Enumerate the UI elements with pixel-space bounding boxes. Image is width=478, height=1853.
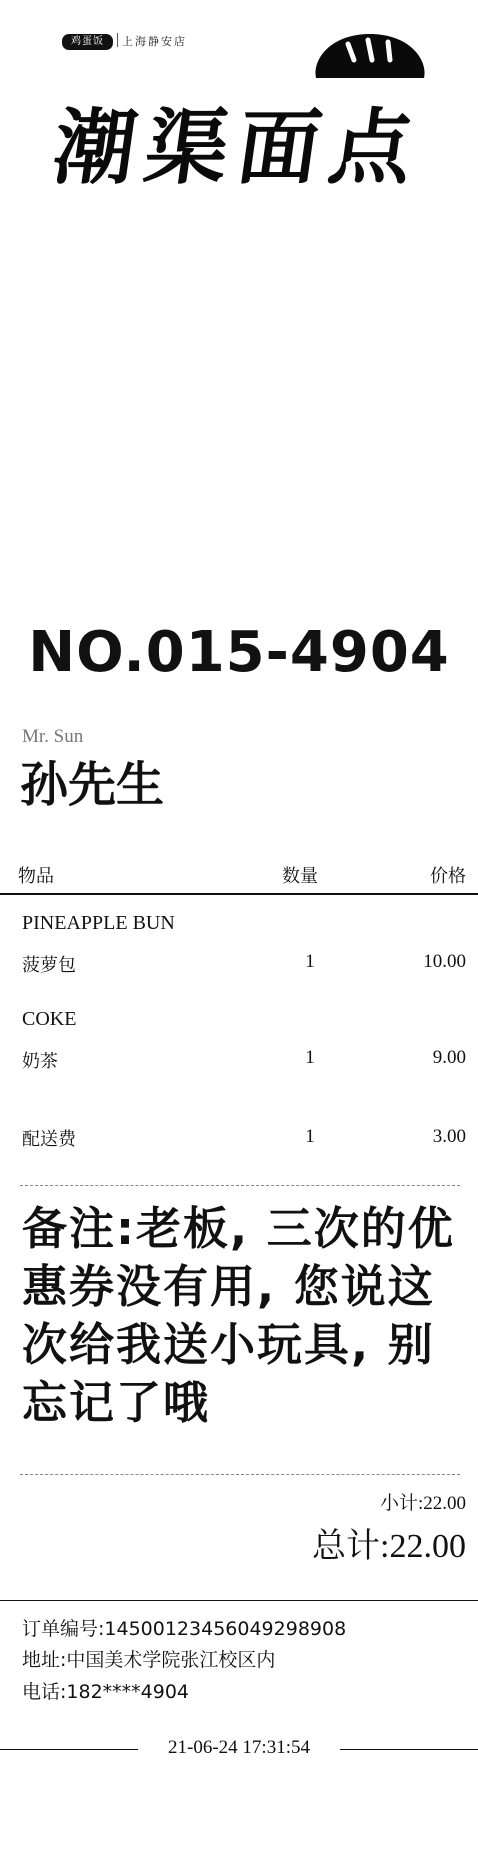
brand-title: 潮渠面点 bbox=[47, 100, 429, 196]
store-name: 上海静安店 bbox=[122, 35, 187, 48]
order-id: 订单编号:14500123456049298908 bbox=[22, 1618, 347, 1640]
col-qty-header: 数量 bbox=[282, 866, 318, 887]
dashed-divider bbox=[20, 1185, 460, 1186]
item-en-name: COKE bbox=[22, 1008, 77, 1030]
item-en-name: PINEAPPLE BUN bbox=[22, 912, 175, 934]
item-qty: 1 bbox=[305, 951, 315, 972]
col-item-header: 物品 bbox=[18, 866, 54, 887]
phone: 电话:182****4904 bbox=[22, 1681, 190, 1703]
dashed-divider bbox=[20, 1474, 460, 1475]
bread-logo-icon bbox=[310, 30, 430, 87]
item-qty: 1 bbox=[305, 1047, 315, 1068]
item-price: 9.00 bbox=[432, 1047, 466, 1068]
item-qty: 1 bbox=[305, 1126, 315, 1147]
item-price: 3.00 bbox=[432, 1126, 466, 1147]
customer-en-name: Mr. Sun bbox=[22, 726, 84, 747]
subtotal: 小计:22.00 bbox=[379, 1493, 466, 1514]
total: 总计:22.00 bbox=[312, 1528, 466, 1565]
table-header-rule bbox=[0, 893, 478, 895]
customer-cn-name: 孙先生 bbox=[20, 757, 165, 813]
order-note: 备注:老板, 三次的优惠券没有用, 您说这次给我送小玩具, 别忘记了哦 bbox=[22, 1202, 455, 1429]
item-cn-name: 配送费 bbox=[22, 1129, 76, 1150]
item-price: 10.00 bbox=[423, 951, 466, 972]
divider bbox=[117, 33, 118, 47]
address: 地址:中国美术学院张江校区内 bbox=[22, 1649, 276, 1671]
col-price-header: 价格 bbox=[430, 866, 466, 887]
store-badge: 鸡蛋饭 bbox=[62, 34, 113, 50]
item-cn-name: 菠萝包 bbox=[22, 955, 76, 976]
item-cn-name: 奶茶 bbox=[22, 1051, 58, 1072]
meta-rule bbox=[0, 1600, 478, 1601]
footer-rule-right bbox=[340, 1749, 478, 1750]
order-datetime: 21-06-24 17:31:54 bbox=[168, 1737, 310, 1758]
order-number: NO.015-4904 bbox=[28, 620, 450, 685]
